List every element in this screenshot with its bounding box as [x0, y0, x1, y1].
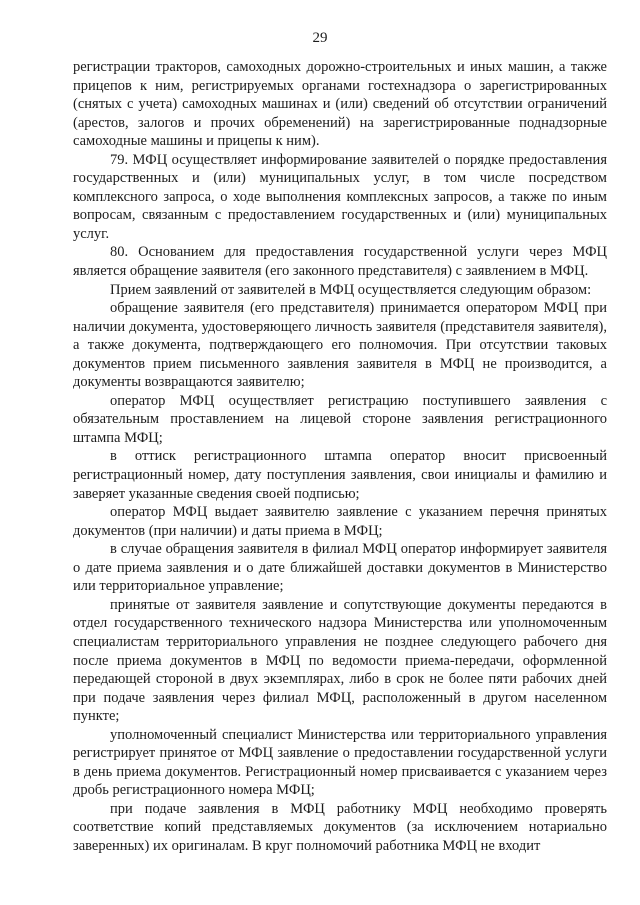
paragraph: обращение заявителя (его представителя) принимается оператором МФЦ при наличии документа, удостоверяющего личность заявителя (представителя заявителя), а также документа, подтверждающего его полномочия. При отсутствии таковых документов прием письменного заявления заявителя в МФЦ не производится, а документы возвращаются заявителю; [73, 300, 607, 391]
page-number: 29 [312, 30, 328, 46]
paragraph: 79. МФЦ осуществляет информирование заявителей о порядке предоставления государственных и (или) муниципальных услуг, в том числе посредством комплексного запроса, о ходе выполнения комплексных запросов, а также по иным вопросам, связанным с предоставлением государственных и (или) муниципальных услуг. [73, 151, 607, 242]
paragraph: регистрации тракторов, самоходных дорожно-строительных и иных машин, а также прицепов к ним, регистрируемых органами гостехнадзора о зарегистрированных (снятых с учета) самоходных машинах и (или) сведений об отсутствии ограничений (арестов, залогов и прочих обременений) на зарегистрированные поднадзорные самоходные машины и прицепы к ним). [73, 59, 607, 150]
paragraph: уполномоченный специалист Министерства или территориального управления регистрирует принятое от МФЦ заявление о предоставлении государственной услуги в день приема документов. Регистрационный номер присваивается с указанием через дробь регистрационного номера МФЦ; [73, 726, 607, 799]
paragraph: при подаче заявления в МФЦ работнику МФЦ необходимо проверять соответствие копий представляемых документов (за исключением нотариально заверенных) их оригиналам. В круг полномочий работника МФЦ не входит [73, 800, 607, 854]
paragraph: в случае обращения заявителя в филиал МФЦ оператор информирует заявителя о дате приема заявления и о дате ближайшей доставки документов в Министерство или территориальное управление; [73, 541, 607, 595]
paragraph: 80. Основанием для предоставления государственной услуги через МФЦ является обращение заявителя (его законного представителя) с заявлением в МФЦ. [73, 244, 607, 280]
paragraph: Прием заявлений от заявителей в МФЦ осуществляется следующим образом: [110, 281, 592, 298]
paragraph: оператор МФЦ осуществляет регистрацию поступившего заявления с обязательным проставлением на лицевой стороне заявления регистрационного штампа МФЦ; [73, 392, 607, 446]
paragraph: принятые от заявителя заявление и сопутствующие документы передаются в отдел государственного технического надзора Министерства или уполномоченным специалистам территориального управления не позднее следующего рабочего дня после приема документов в МФЦ по ведомости приема-передачи, оформленной передающей стороной в двух экземплярах, либо в срок не более пяти рабочих дней при подаче заявления через филиал МФЦ, расположенный в другом населенном пункте; [73, 596, 607, 725]
document-body [73, 58, 607, 856]
paragraph: в оттиск регистрационного штампа оператор вносит присвоенный регистрационный номер, дату поступления заявления, свои инициалы и фамилию и заверяет указанные сведения своей подписью; [73, 448, 607, 502]
paragraph: оператор МФЦ выдает заявителю заявление с указанием перечня принятых документов (при наличии) и даты приема в МФЦ; [73, 504, 607, 539]
